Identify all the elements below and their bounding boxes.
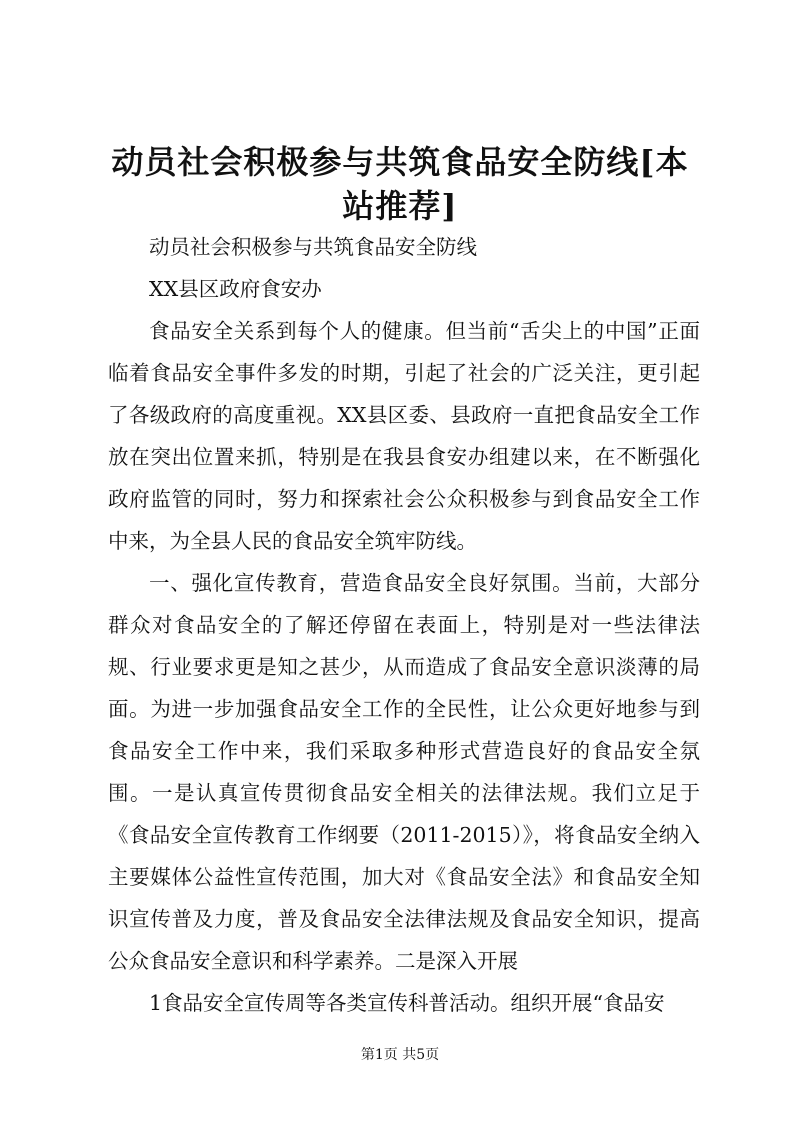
subtitle-line: 动员社会积极参与共筑食品安全防线 (149, 235, 477, 259)
paragraph-intro: 食品安全关系到每个人的健康。但当前“舌尖上的中国”正面临着食品安全事件多发的时期，引起了社会的广泛关注，更引起了各级政府的高度重视。XX县区委、县政府一直把食品安全工作放在突出位置来抓，特别是在我县食安办组建以来，在不断强化政府监管的同时，努力和探索社会公众积极参与到食品安全工作中来，为全县人民的食品安全筑牢防线。 (108, 319, 700, 553)
author-line: XX县区政府食安办 (149, 277, 322, 301)
paragraph-continuation: 1食品安全宣传周等各类宣传科普活动。组织开展“食品安 (149, 991, 665, 1015)
page-number-footer: 第1页 共5页 (360, 1047, 440, 1063)
document-body (108, 226, 700, 1024)
paragraph-section-one: 一、强化宣传教育，营造食品安全良好氛围。当前，大部分群众对食品安全的了解还停留在表面上，特别是对一些法律法规、行业要求更是知之甚少，从而造成了食品安全意识淡薄的局面。为进一步加强食品安全工作的全民性，让公众更好地参与到食品安全工作中来，我们采取多种形式营造良好的食品安全氛围。一是认真宣传贯彻食品安全相关的法律法规。我们立足于《食品安全宣传教育工作纲要（2011-2015）》，将食品安全纳入主要媒体公益性宣传范围，加大对《食品安全法》和食品安全知识宣传普及力度，普及食品安全法律法规及食品安全知识，提高公众食品安全意识和科学素养。二是深入开展 (108, 571, 700, 973)
document-title: 动员社会积极参与共筑食品安全防线[本站推荐] (111, 143, 689, 225)
